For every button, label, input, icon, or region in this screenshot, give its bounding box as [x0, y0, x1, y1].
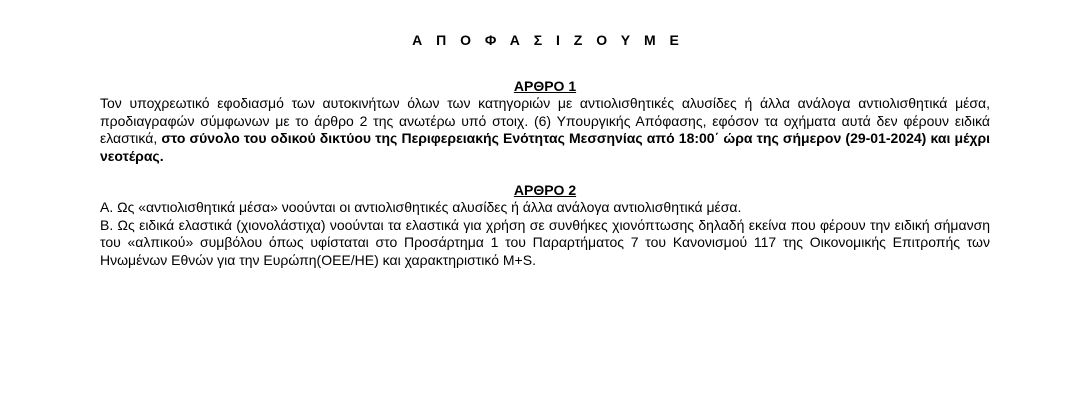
article-1-bold-text: στο σύνολο του οδικού δικτύου της Περιφερειακής Ενότητας Μεσσηνίας από 18:00΄ ώρα της σήμερον (29-01-2024) και μέχρι νεοτέρας.: [100, 130, 990, 164]
article-2-heading: ΑΡΘΡΟ 2: [513, 182, 577, 198]
article-2-item-b: Β. Ως ειδικά ελαστικά (χιονολάστιχα) νοούνται τα ελαστικά για χρήση σε συνθήκες χιονόπτωσης δηλαδή εκείνα που φέρουν την ειδική σήμανση του «αλπικού» συμβόλου όπως υφίσταται στο Προσάρτημα 1 του Παραρτήματος 7 του Κανονισμού 117 της Οικονομικής Επιτροπής των Ηνωμένων Εθνών για την Ευρώπη(ΟΕΕ/ΗΕ) και χαρακτηριστικό M+S.: [100, 216, 990, 268]
article-1-paragraph: [100, 95, 990, 165]
article-1-heading: ΑΡΘΡΟ 1: [513, 78, 577, 94]
document-body: [100, 0, 990, 269]
decision-title: Α Π Ο Φ Α Σ Ι Ζ Ο Υ Μ Ε: [412, 32, 684, 48]
article-1-text: Τον υποχρεωτικό εφοδιασμό των αυτοκινήτων όλων των κατηγοριών με αντιολισθητικές αλυσίδες ή άλλα ανάλογα αντιολισθητικά μέσα, προδιαγραφών σύμφωνων με το άρθρο 2 της ανωτέρω υπό στοιχ. (6) Υπουργικής Απόφασης, εφόσον τα οχήματα αυτά δεν φέρουν ειδικά ελαστικά,: [100, 95, 990, 146]
article-2-item-a: Α. Ως «αντιολισθητικά μέσα» νοούνται οι αντιολισθητικές αλυσίδες ή άλλα ανάλογα αντιολισθητικά μέσα.: [100, 199, 742, 215]
